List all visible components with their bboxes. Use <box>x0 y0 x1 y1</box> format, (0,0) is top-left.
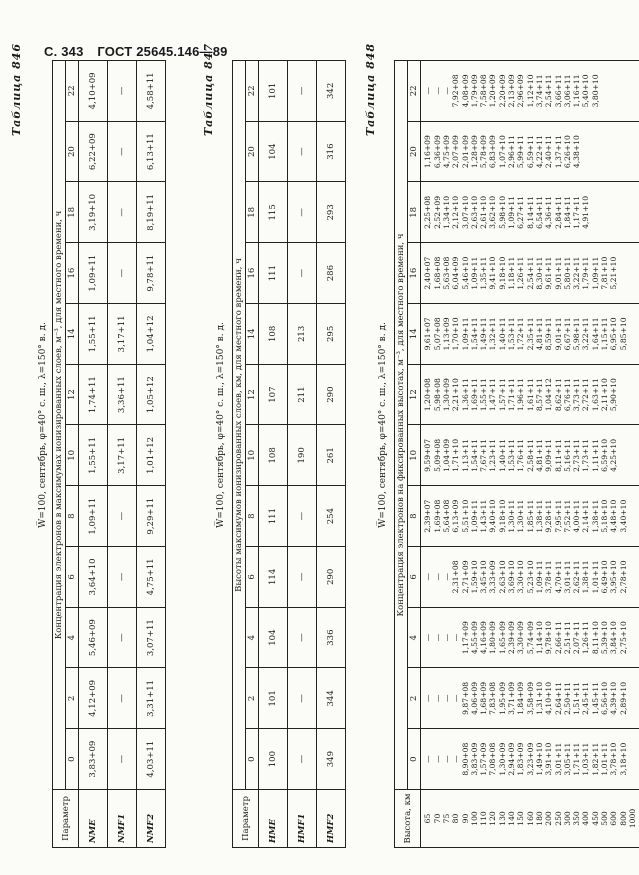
hour-header: 18 <box>408 182 421 243</box>
value-cell: 101 <box>259 61 288 122</box>
value-cell: 349 <box>317 729 346 790</box>
value-cell: — <box>108 243 137 304</box>
hour-header: 16 <box>246 243 259 304</box>
value-cell: 1,55+11 <box>79 425 108 486</box>
header-row <box>233 61 246 848</box>
value-column: 9,61+07 5,07+08 1,13+09 1,70+10 1,09+11 1,54+11 1,49+11 1,32+11 1,40+11 1,53+11 1,72+11 2,35+11 4,81+11 8,59+11 9,01+11 6,67+11 5,98+11 3,22+11 1,64+11 1,15+11 6,95+10 5,85+10 <box>421 304 639 365</box>
group-header: Концентрация электронов в максимумах ионизированных слоев, м⁻³, для местного времени, ч <box>53 61 66 790</box>
value-cell: — <box>288 61 317 122</box>
value-cell: 100 <box>259 729 288 790</box>
value-cell: — <box>288 243 317 304</box>
hour-header: 4 <box>408 607 421 668</box>
hour-header: 16 <box>66 243 79 304</box>
value-cell: 4,75+11 <box>137 547 166 608</box>
value-column: 2,40+07 1,68+08 5,63+08 6,04+09 5,46+10 1,09+11 1,35+11 9,41+10 9,18+10 1,18+11 1,26+11 2,54+11 8,30+11 9,61+11 9,01+11 5,80+11 3,22+11 1,79+11 1,09+11 7,81+10 5,21+10 <box>421 243 639 304</box>
hour-header: 20 <box>246 121 259 182</box>
value-column: — — — 2,31+08 2,71+09 1,59+10 3,45+10 3,33+09 2,63+10 3,69+10 3,30+10 5,23+10 1,09+11 3,78+11 4,70+11 3,01+11 2,62+11 1,38+11 1,01+11 6,49+10 3,95+10 2,78+10 <box>421 547 639 608</box>
value-cell: — <box>108 607 137 668</box>
hour-header: 20 <box>408 121 421 182</box>
value-cell: 111 <box>259 243 288 304</box>
table-row <box>317 61 346 848</box>
param-header: Высота, км <box>395 790 421 848</box>
hour-header: 14 <box>408 304 421 365</box>
heights-column: 65 70 75 80 90 100 110 120 130 140 150 160 180 200 250 300 350 400 450 500 600 800 1000 <box>421 790 639 848</box>
value-cell: 107 <box>259 364 288 425</box>
value-cell: 3,31+11 <box>137 668 166 729</box>
value-cell: 213 <box>288 304 317 365</box>
hour-header: 10 <box>66 425 79 486</box>
value-cell: — <box>108 61 137 122</box>
value-column: — — — 7,92+08 4,08+09 1,79+09 7,58+08 1,20+09 2,20+09 2,13+09 2,96+09 1,12+10 3,74+11 2,54+11 3,66+11 3,06+11 1,16+11 5,40+10 3,80+10 <box>421 61 639 122</box>
value-cell: 1,01+12 <box>137 425 166 486</box>
table-846 <box>52 60 166 848</box>
value-cell: 261 <box>317 425 346 486</box>
value-cell: — <box>288 547 317 608</box>
value-cell: — <box>108 547 137 608</box>
hour-header: 0 <box>408 729 421 790</box>
value-cell: — <box>108 182 137 243</box>
hour-header: 10 <box>408 425 421 486</box>
value-cell: 4,58+11 <box>137 61 166 122</box>
value-cell: 211 <box>288 364 317 425</box>
value-cell: 5,46+09 <box>79 607 108 668</box>
value-cell: 108 <box>259 304 288 365</box>
value-cell: 3,64+10 <box>79 547 108 608</box>
value-cell: 295 <box>317 304 346 365</box>
hours-row <box>66 61 79 848</box>
value-cell: 9,29+11 <box>137 486 166 547</box>
value-cell: 4,10+09 <box>79 61 108 122</box>
value-cell: 4,03+11 <box>137 729 166 790</box>
value-cell: 1,09+11 <box>79 486 108 547</box>
table-847 <box>232 60 346 848</box>
value-cell: 1,05+12 <box>137 364 166 425</box>
hour-header: 4 <box>66 607 79 668</box>
document-code: ГОСТ 25645.146—89 <box>97 44 228 59</box>
value-cell: 1,74+11 <box>79 364 108 425</box>
hour-header: 6 <box>408 547 421 608</box>
value-cell: 344 <box>317 668 346 729</box>
value-cell: — <box>288 607 317 668</box>
table-848 <box>394 60 639 848</box>
value-cell: — <box>288 182 317 243</box>
header-row <box>53 61 66 848</box>
value-cell: 9,78+11 <box>137 243 166 304</box>
table-847-title: W̅=100, сентябрь, φ=40° с. ш., λ=150° в. д. <box>216 322 226 528</box>
table-body-row <box>421 61 639 848</box>
value-column: — — — — 8,90+08 3,83+09 1,57+09 7,08+08 1,30+09 2,94+09 1,83+09 3,23+09 1,49+10 3,91+10 3,01+11 3,05+11 1,71+11 1,03+11 1,82+11 1,01+11 3,78+10 3,18+10 <box>421 729 639 790</box>
value-cell: 336 <box>317 607 346 668</box>
table-row <box>288 61 317 848</box>
value-cell: — <box>108 668 137 729</box>
value-cell: 115 <box>259 182 288 243</box>
value-cell: 293 <box>317 182 346 243</box>
value-cell: 290 <box>317 364 346 425</box>
hour-header: 6 <box>246 547 259 608</box>
hour-header: 6 <box>66 547 79 608</box>
table-848-label: Таблица 848 <box>364 42 377 136</box>
value-cell: 3,19+10 <box>79 182 108 243</box>
value-cell: 4,12+09 <box>79 668 108 729</box>
value-column: 2,25+08 2,52+09 1,34+10 2,12+10 3,07+10 2,63+10 2,61+10 3,62+10 5,98+10 1,09+11 6,27+11 8,14+11 6,54+11 4,36+11 2,84+11 1,84+11 1,17+11 4,91+10 <box>421 182 639 243</box>
value-cell: 1,04+12 <box>137 304 166 365</box>
hour-header: 0 <box>246 729 259 790</box>
value-cell: — <box>108 121 137 182</box>
table-846-label: Таблица 846 <box>10 42 23 136</box>
value-cell: 3,36+11 <box>108 364 137 425</box>
param-header: Параметр <box>233 790 259 848</box>
param-cell: NMF2 <box>137 790 166 848</box>
value-cell: 3,17+11 <box>108 304 137 365</box>
hour-header: 16 <box>408 243 421 304</box>
value-cell: 3,83+09 <box>79 729 108 790</box>
value-cell: 3,17+11 <box>108 425 137 486</box>
hour-header: 14 <box>66 304 79 365</box>
value-cell: 290 <box>317 547 346 608</box>
value-cell: 101 <box>259 668 288 729</box>
hour-header: 22 <box>246 61 259 122</box>
value-cell: 1,55+11 <box>79 304 108 365</box>
hour-header: 2 <box>246 668 259 729</box>
hour-header: 12 <box>66 364 79 425</box>
param-cell: HMF2 <box>317 790 346 848</box>
table-847-label: Таблица 847 <box>202 42 215 136</box>
hours-row <box>246 61 259 848</box>
table-846-title: W̅=100, сентябрь, φ=40° с. ш., λ=150° в. д. <box>38 322 48 528</box>
value-cell: 6,22+09 <box>79 121 108 182</box>
value-column: 1,16+09 6,36+09 4,75+09 2,07+09 2,01+09 1,28+09 5,78+09 6,83+09 1,07+10 2,96+11 5,99+11 6,59+11 4,22+11 2,40+11 1,37+11 6,26+10 4,38+10 <box>421 121 639 182</box>
param-cell: HME <box>259 790 288 848</box>
table-row <box>79 61 108 848</box>
value-cell: 1,09+11 <box>79 243 108 304</box>
value-cell: — <box>108 729 137 790</box>
table-row <box>259 61 288 848</box>
value-cell: — <box>108 486 137 547</box>
value-cell: 108 <box>259 425 288 486</box>
hour-header: 2 <box>408 668 421 729</box>
value-cell: 8,19+11 <box>137 182 166 243</box>
hour-header: 10 <box>246 425 259 486</box>
value-cell: 114 <box>259 547 288 608</box>
hour-header: 12 <box>246 364 259 425</box>
hour-header: 18 <box>66 182 79 243</box>
value-cell: — <box>288 668 317 729</box>
value-cell: 254 <box>317 486 346 547</box>
param-header: Параметр <box>53 790 79 848</box>
value-cell: 6,13+11 <box>137 121 166 182</box>
value-column: 2,39+07 1,69+08 5,64+08 6,13+09 5,51+10 1,09+11 1,43+11 9,40+10 9,18+10 1,30+11 1,30+11 1,85+11 1,38+11 9,28+11 7,95+11 7,52+11 4,00+11 2,14+11 1,38+11 5,18+10 4,48+10 3,40+10 <box>421 486 639 547</box>
hour-header: 20 <box>66 121 79 182</box>
hours-row <box>408 61 421 848</box>
table-848-title: W̅=100, сентябрь, φ=40° с. ш., λ=150° в. д. <box>378 322 388 528</box>
value-column: 9,59+07 5,09+08 1,04+09 1,71+10 1,13+11 1,54+11 7,67+11 1,23+11 1,40+11 1,53+11 1,76+11 2,58+11 4,81+11 9,09+11 8,11+11 5,16+11 2,73+11 1,73+11 1,11+11 6,59+10 4,25+10 <box>421 425 639 486</box>
hour-header: 12 <box>408 364 421 425</box>
value-cell: 316 <box>317 121 346 182</box>
table-row <box>137 61 166 848</box>
hour-header: 14 <box>246 304 259 365</box>
value-cell: — <box>288 486 317 547</box>
value-cell: — <box>288 729 317 790</box>
value-cell: 342 <box>317 61 346 122</box>
value-cell: 286 <box>317 243 346 304</box>
value-cell: 3,07+11 <box>137 607 166 668</box>
value-column: — — — — 9,87+08 4,06+09 1,68+09 7,83+08 1,95+09 3,71+09 1,84+09 3,58+09 1,31+10 4,10+10 2,64+11 2,50+11 1,51+11 2,45+11 1,45+11 6,56+10 4,39+10 2,89+10 <box>421 668 639 729</box>
hour-header: 2 <box>66 668 79 729</box>
hour-header: 22 <box>66 61 79 122</box>
group-header: Высоты максимумов ионизированных слоев, км, для местного времени, ч <box>233 61 246 790</box>
param-cell: NMF1 <box>108 790 137 848</box>
hour-header: 4 <box>246 607 259 668</box>
hour-header: 8 <box>246 486 259 547</box>
group-header: Концентрация электронов на фиксированных высотах, м⁻³, для местного времени, ч <box>395 61 408 790</box>
param-cell: NME <box>79 790 108 848</box>
value-column: — — — — 1,17+09 4,55+09 4,16+09 1,80+09 1,65+09 2,39+09 3,30+09 5,74+09 1,14+10 9,78+10 2,66+11 2,51+11 2,07+11 1,26+11 8,11+10 5,39+10 3,84+10 2,75+10 <box>421 607 639 668</box>
page-number: С. 343 <box>44 44 84 59</box>
value-cell: 190 <box>288 425 317 486</box>
table-row <box>108 61 137 848</box>
value-cell: 104 <box>259 121 288 182</box>
hour-header: 0 <box>66 729 79 790</box>
value-cell: — <box>288 121 317 182</box>
hour-header: 8 <box>408 486 421 547</box>
param-cell: HMF1 <box>288 790 317 848</box>
hour-header: 22 <box>408 61 421 122</box>
value-cell: 104 <box>259 607 288 668</box>
value-column: 1,20+08 5,98+08 1,30+09 2,21+10 1,36+11 1,69+11 1,55+11 1,47+11 1,57+11 1,71+11 1,96+11 1,61+11 8,57+11 1,04+12 8,62+11 6,76+11 3,73+11 2,72+11 1,63+11 2,11+10 5,90+10 <box>421 364 639 425</box>
hour-header: 8 <box>66 486 79 547</box>
hour-header: 18 <box>246 182 259 243</box>
value-cell: 111 <box>259 486 288 547</box>
header-row <box>395 61 408 848</box>
